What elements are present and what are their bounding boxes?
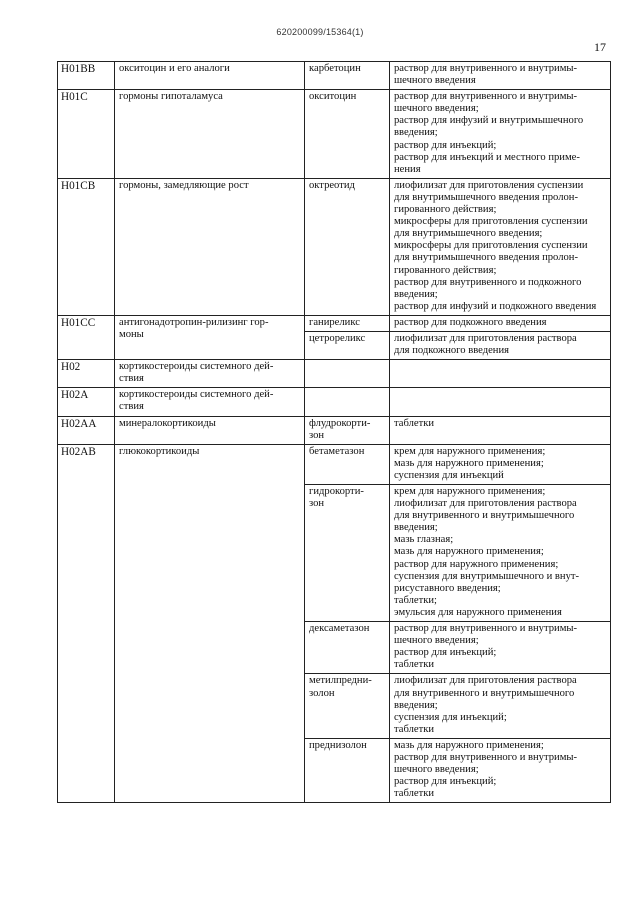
dosage-form-line: микросферы для приготовления суспензии xyxy=(394,240,588,252)
drug-name-line: ганиреликс xyxy=(309,316,360,328)
dosage-forms-cell xyxy=(390,416,611,444)
dosage-form-line: для внутривенного и внутримышечного xyxy=(394,687,575,699)
dosage-form-line: раствор для внутривенного и внутримы- xyxy=(394,91,578,103)
dosage-forms-cell xyxy=(390,444,611,484)
drug-name-line: флудрокорти- xyxy=(309,417,371,429)
atc-code-cell: H02A xyxy=(58,388,115,416)
table-row xyxy=(58,178,611,315)
dosage-form-line: раствор для внутривенного и внутримы- xyxy=(394,623,578,635)
dosage-form-line: для подкожного введения xyxy=(394,345,510,357)
dosage-forms-cell xyxy=(390,331,611,359)
dosage-form-line: гированного действия; xyxy=(394,264,497,276)
dosage-form-line: гированного действия; xyxy=(394,204,497,216)
dosage-forms-cell xyxy=(390,622,611,674)
dosage-form-line: введения; xyxy=(394,522,438,534)
dosage-form-line: лиофилизат для приготовления раствора xyxy=(394,332,577,344)
dosage-form-line: шечного введения xyxy=(394,75,476,87)
dosage-form-line: крем для наружного применения; xyxy=(394,445,546,457)
group-line: ствия xyxy=(119,401,144,413)
drug-name-cell xyxy=(305,62,390,90)
document-id: 620200099/15364(1) xyxy=(276,27,364,37)
table-row xyxy=(58,388,611,416)
dosage-form-line: для внутримышечного введения; xyxy=(394,228,543,240)
atc-code-cell: H01CC xyxy=(58,315,115,359)
dosage-form-line: лиофилизат для приготовления суспензии xyxy=(394,179,584,191)
atc-code-cell: H01BB xyxy=(58,62,115,90)
drug-name-cell xyxy=(305,622,390,674)
atc-code-cell: H01CB xyxy=(58,178,115,315)
dosage-form-line: раствор для внутривенного и внутримы- xyxy=(394,63,578,74)
anatomical-group-cell xyxy=(115,360,305,388)
dosage-form-line: раствор для инфузий и внутримышечного xyxy=(394,115,584,127)
group-line: глюкокортикоиды xyxy=(119,445,200,457)
dosage-forms-cell xyxy=(390,90,611,179)
drug-name-cell xyxy=(305,331,390,359)
atc-code-cell: H02 xyxy=(58,360,115,388)
dosage-form-line: раствор для инфузий и подкожного введения xyxy=(394,300,597,312)
table-row xyxy=(58,360,611,388)
drug-name-cell xyxy=(305,315,390,331)
dosage-form-line: мазь для наружного применения; xyxy=(394,457,544,469)
drug-name-line: преднизолон xyxy=(309,739,367,751)
dosage-form-line: раствор для инъекций и местного приме- xyxy=(394,151,580,163)
dosage-form-line: мазь для наружного применения; xyxy=(394,739,544,751)
drug-name-line: цетрореликс xyxy=(309,332,366,344)
dosage-form-line: раствор для внутривенного и внутримы- xyxy=(394,751,578,763)
group-line: кортикостероиды системного дей- xyxy=(119,361,274,373)
drug-name-cell xyxy=(305,178,390,315)
dosage-forms-cell xyxy=(390,738,611,802)
anatomical-group-cell xyxy=(115,388,305,416)
group-line: гормоны гипоталамуса xyxy=(119,91,223,103)
dosage-forms-cell xyxy=(390,315,611,331)
anatomical-group-cell xyxy=(115,416,305,444)
dosage-form-line: рисуставного введения; xyxy=(394,582,501,594)
dosage-forms-cell xyxy=(390,485,611,622)
drug-name-line: золон xyxy=(309,687,335,699)
drug-name-cell xyxy=(305,444,390,484)
group-line: гормоны, замедляющие рост xyxy=(119,179,249,191)
dosage-form-line: эмульсия для наружного применения xyxy=(394,606,562,618)
anatomical-group-cell xyxy=(115,178,305,315)
drug-name-line: окситоцин xyxy=(309,91,357,103)
table-row xyxy=(58,90,611,179)
drug-name-line: карбетоцин xyxy=(309,63,361,74)
dosage-form-line: раствор для наружного применения; xyxy=(394,558,559,570)
drug-name-line: метилпредни- xyxy=(309,675,372,687)
dosage-form-line: суспензия для инъекций; xyxy=(394,711,507,723)
drug-name-line: зон xyxy=(309,498,325,510)
dosage-form-line: суспензия для внутримышечного и внут- xyxy=(394,570,580,582)
dosage-form-line: лиофилизат для приготовления раствора xyxy=(394,675,577,687)
dosage-form-line: мазь для наружного применения; xyxy=(394,546,544,558)
group-line: кортикостероиды системного дей- xyxy=(119,389,274,401)
dosage-form-line: раствор для инъекций; xyxy=(394,647,497,659)
dosage-form-line: суспензия для инъекций xyxy=(394,469,504,481)
dosage-forms-cell xyxy=(390,62,611,90)
dosage-form-line: таблетки xyxy=(394,659,435,671)
anatomical-group-cell xyxy=(115,62,305,90)
table-row xyxy=(58,444,611,484)
drug-name-cell xyxy=(305,738,390,802)
dosage-form-line: таблетки xyxy=(394,417,435,429)
dosage-forms-cell xyxy=(390,388,611,416)
drug-name-cell xyxy=(305,388,390,416)
dosage-form-line: шечного введения; xyxy=(394,764,479,776)
group-line: окситоцин и его аналоги xyxy=(119,63,230,74)
dosage-forms-cell xyxy=(390,360,611,388)
drug-name-line: дексаметазон xyxy=(309,623,370,635)
table-row xyxy=(58,416,611,444)
dosage-form-line: введения; xyxy=(394,699,438,711)
dosage-form-line: введения; xyxy=(394,127,438,139)
dosage-form-line: мазь глазная; xyxy=(394,534,454,546)
dosage-form-line: нения xyxy=(394,163,421,175)
group-line: антигонадотропин-рилизинг гор- xyxy=(119,316,269,328)
drug-name-cell xyxy=(305,90,390,179)
dosage-form-line: крем для наружного применения; xyxy=(394,486,546,497)
group-line: моны xyxy=(119,328,144,340)
anatomical-group-cell xyxy=(115,444,305,803)
dosage-form-line: для внутривенного и внутримышечного xyxy=(394,510,575,522)
group-line: минералокортикоиды xyxy=(119,417,216,429)
drug-classification-table xyxy=(57,61,611,803)
group-line: ствия xyxy=(119,373,144,385)
drug-name-cell xyxy=(305,360,390,388)
table-row xyxy=(58,315,611,331)
dosage-form-line: шечного введения; xyxy=(394,103,479,115)
dosage-form-line: таблетки; xyxy=(394,594,437,606)
dosage-form-line: раствор для инъекций; xyxy=(394,776,497,788)
dosage-form-line: введения; xyxy=(394,288,438,300)
drug-name-line: октреотид xyxy=(309,179,355,191)
table-row xyxy=(58,62,611,90)
atc-code-cell: H02AA xyxy=(58,416,115,444)
dosage-form-line: лиофилизат для приготовления раствора xyxy=(394,498,577,510)
page-number: 17 xyxy=(594,40,606,54)
dosage-form-line: для внутримышечного введения пролон- xyxy=(394,191,578,203)
anatomical-group-cell xyxy=(115,90,305,179)
dosage-form-line: микросферы для приготовления суспензии xyxy=(394,216,588,228)
drug-name-line: зон xyxy=(309,429,325,441)
drug-name-line: гидрокорти- xyxy=(309,486,364,497)
dosage-forms-cell xyxy=(390,178,611,315)
drug-name-line: бетаметазон xyxy=(309,445,365,457)
dosage-form-line: раствор для инъекций; xyxy=(394,139,497,151)
drug-name-cell xyxy=(305,485,390,622)
drug-name-cell xyxy=(305,674,390,738)
dosage-form-line: таблетки xyxy=(394,723,435,735)
drug-name-cell xyxy=(305,416,390,444)
dosage-form-line: для внутримышечного введения пролон- xyxy=(394,252,578,264)
dosage-form-line: шечного введения; xyxy=(394,635,479,647)
anatomical-group-cell xyxy=(115,315,305,359)
dosage-form-line: раствор для внутривенного и подкожного xyxy=(394,276,582,288)
atc-code-cell: H02AB xyxy=(58,444,115,803)
dosage-forms-cell xyxy=(390,674,611,738)
atc-code-cell: H01C xyxy=(58,90,115,179)
dosage-form-line: таблетки xyxy=(394,788,435,800)
table-body xyxy=(58,62,611,803)
dosage-form-line: раствор для подкожного введения xyxy=(394,316,547,328)
